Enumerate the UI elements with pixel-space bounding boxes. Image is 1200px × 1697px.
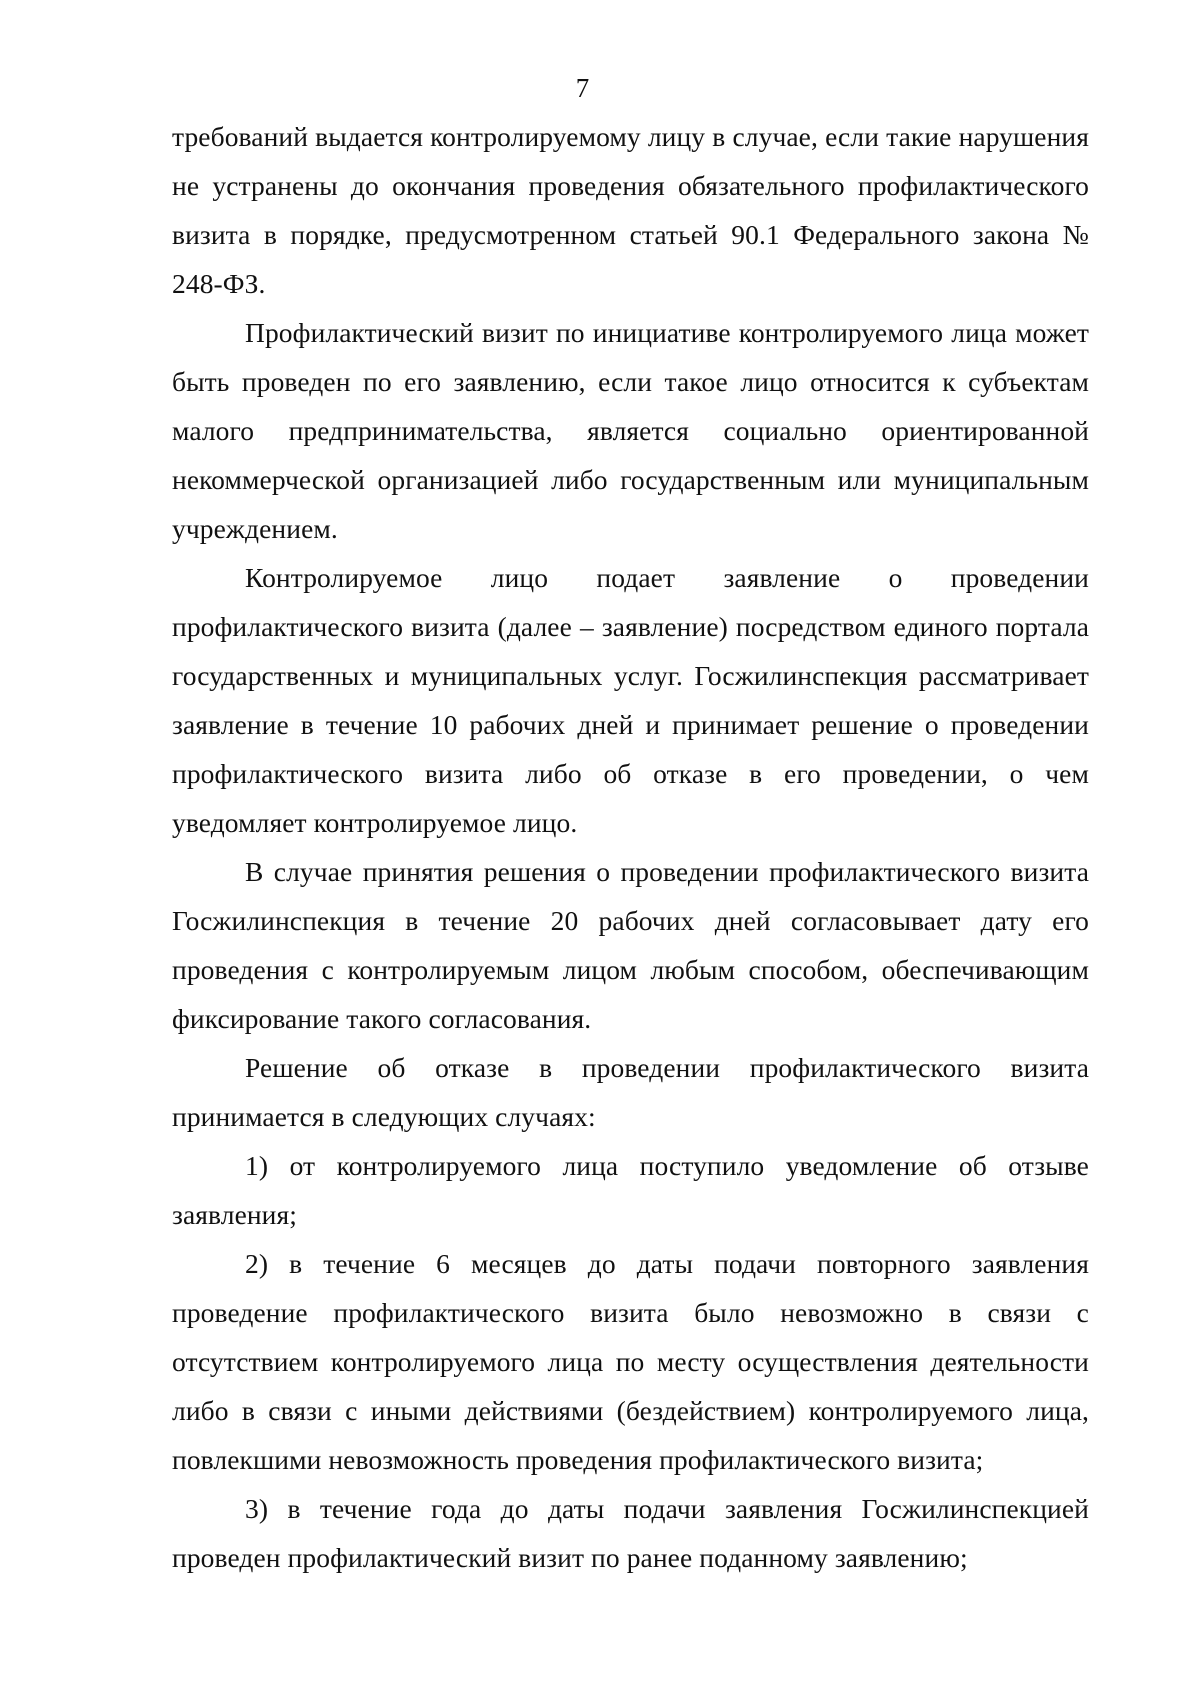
paragraph: Контролируемое лицо подает заявление о проведении профилактического визита (далее – заявление) посредством единого портала государственных и муниципальных услуг. Госжилинспекция рассматривает заявление в течение 10 рабочих дней и принимает решение о проведении профилактического визита либо об отказе в его проведении, о чем уведомляет контролируемое лицо. [172, 562, 1089, 838]
document-body [172, 112, 1089, 1582]
paragraph: Профилактический визит по инициативе контролируемого лица может быть проведен по его заявлению, если такое лицо относится к субъектам малого предпринимательства, является социально ориентированной некоммерческой организацией либо государственным или муниципальным учреждением. [172, 317, 1089, 544]
list-item: 2) в течение 6 месяцев до даты подачи повторного заявления проведение профилактического визита было невозможно в связи с отсутствием контролируемого лица по месту осуществления деятельности либо в связи с иными действиями (бездействием) контролируемого лица, повлекшими невозможность проведения профилактического визита; [172, 1248, 1089, 1475]
page-number: 7 [575, 73, 590, 103]
paragraph: требований выдается контролируемому лицу в случае, если такие нарушения не устранены до окончания проведения обязательного профилактического визита в порядке, предусмотренном статьей 90.1 Федерального закона № 248-ФЗ. [172, 121, 1089, 299]
list-item: 3) в течение года до даты подачи заявления Госжилинспекцией проведен профилактический визит по ранее поданному заявлению; [172, 1493, 1089, 1573]
paragraph: В случае принятия решения о проведении профилактического визита Госжилинспекция в течение 20 рабочих дней согласовывает дату его проведения с контролируемым лицом любым способом, обеспечивающим фиксирование такого согласования. [172, 856, 1089, 1034]
paragraph: Решение об отказе в проведении профилактического визита принимается в следующих случаях: [172, 1052, 1089, 1132]
list-item: 1) от контролируемого лица поступило уведомление об отзыве заявления; [172, 1150, 1089, 1230]
